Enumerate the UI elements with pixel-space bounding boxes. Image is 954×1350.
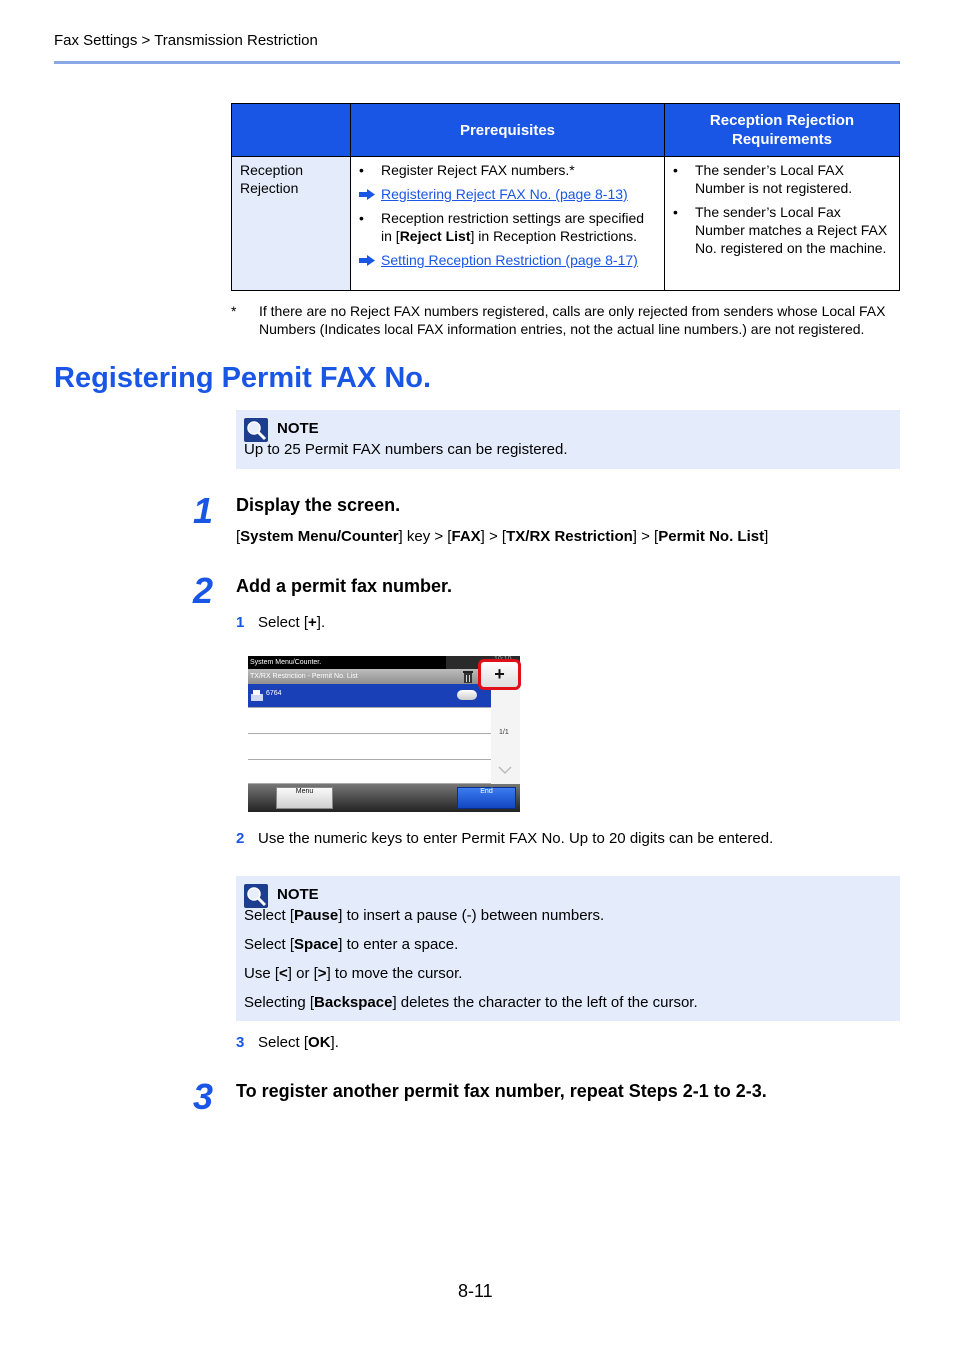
path-text: [ [236,528,241,545]
note-text: ] to move the cursor. [326,965,463,982]
prereq-item-1: • Register Reject FAX numbers.* [359,161,656,179]
note-magnifier-icon [244,418,268,442]
header-requirements [665,104,900,157]
requirements-cell [665,157,900,291]
device-title: System Menu/Counter. [248,656,446,669]
note-text: Select [ [244,936,295,953]
requirement-item-1: • The sender’s Local FAX Number is not registered. [673,161,891,197]
note-line-backspace [244,994,698,1011]
substep-2-1 [236,614,325,631]
path-system-menu-key: System Menu/Counter [240,528,399,545]
prereq-link-row-1 [359,185,656,203]
note-bold: Space [294,936,339,953]
setting-reception-restriction-link[interactable]: Setting Reception Restriction (page 8-17) [381,252,638,268]
arrow-right-icon [359,255,375,266]
substep-number: 3 [236,1034,245,1051]
row-head-line2: Rejection [240,180,299,196]
step-1-path [236,528,768,545]
note-bold: > [317,965,327,982]
note-bold: Pause [294,907,339,924]
note-box-2 [236,876,900,1021]
header-prerequisites: Prerequisites [351,104,665,157]
path-text: ] key > [ [398,528,452,545]
substep-number: 2 [236,830,245,847]
page-indicator: 1/1 [499,729,509,736]
fax-machine-icon [250,689,264,702]
row-head-line1: Reception [240,162,304,178]
section-title: Registering Permit FAX No. [54,362,432,394]
step-number-1: 1 [193,490,214,531]
note-line-cursor [244,965,462,982]
registering-reject-fax-link[interactable]: Registering Reject FAX No. (page 8-13) [381,186,628,202]
note-box-1 [236,410,900,469]
page-number: 8-11 [458,1281,493,1301]
note-bold: < [279,965,288,982]
header-divider [54,61,900,64]
list-item[interactable] [248,708,491,734]
detail-button[interactable] [457,690,477,700]
substep-bold: + [308,614,317,631]
note-line-pause [244,907,604,924]
path-txrx-restriction: TX/RX Restriction [506,528,633,545]
list-item[interactable] [248,734,491,760]
step-3-title: To register another permit fax number, repeat Steps 2-1 to 2-3. [236,1081,767,1101]
substep-2-3 [236,1034,339,1051]
path-text: ] [764,528,769,545]
chevron-down-icon[interactable] [497,764,513,776]
note-line-space [244,936,458,953]
step-number-2: 2 [193,570,214,611]
substep-number: 1 [236,614,245,631]
arrow-right-icon [359,189,375,200]
header-requirements-line1: Reception Rejection [709,112,855,129]
footnote-marker: * [231,303,237,319]
trash-icon[interactable] [462,670,474,683]
note-text: Select [ [244,907,295,924]
note-label: NOTE [277,886,319,903]
path-text: ] > [ [480,528,507,545]
requirements-table [231,103,900,291]
note-text: Selecting [ [244,994,315,1011]
substep-text: ]. [330,1034,339,1051]
prereq-link-row-2 [359,251,656,269]
substep-bold: OK [308,1034,331,1051]
substep-text: Use the numeric keys to enter Permit FAX No. Up to 20 digits can be entered. [258,830,774,847]
list-item[interactable] [248,684,491,708]
footnote [231,302,900,338]
note-text: Use [ [244,965,280,982]
step-1-title: Display the screen. [236,495,401,515]
note-text: ] or [ [287,965,318,982]
breadcrumb: Fax Settings > Transmission Restriction [54,32,318,49]
path-fax: FAX [451,528,481,545]
device-subtitle: TX/RX Restriction - Permit No. List [248,669,491,684]
list-item[interactable] [248,760,491,784]
note-bold: Backspace [314,994,393,1011]
list-item-number: 6764 [266,690,282,697]
menu-button[interactable]: Menu [276,787,333,809]
substep-text: Select [ [258,614,309,631]
requirement-item-2: • The sender’s Local Fax Number matches a Reject FAX No. registered on the machine. [673,203,891,257]
note-text: ] to insert a pause (-) between numbers. [338,907,605,924]
device-bottom-bar [248,784,520,812]
substep-text: Select [ [258,1034,309,1051]
substep-2-2 [236,830,773,847]
note-magnifier-icon [244,884,268,908]
step-2-title: Add a permit fax number. [236,576,453,596]
substep-text: ]. [316,614,326,631]
note-text: ] deletes the character to the left of the cursor. [392,994,698,1011]
table-corner-cell [232,104,351,157]
prereq-2-text-end: ] in Reception Restrictions. [470,228,638,244]
note-text: ] to enter a space. [338,936,459,953]
permit-number-list [248,684,491,784]
prereq-2-text: Reception restriction settings are specified in [ [381,210,645,244]
note-text: Up to 25 Permit FAX numbers can be registered. [244,441,568,458]
note-label: NOTE [277,420,319,437]
footnote-text: If there are no Reject FAX numbers registered, calls are only rejected from senders whose Local FAX Numbers (Indicates local FAX information entries, not the actual line numbers.) are not registered. [259,303,886,337]
prereq-item-2 [359,209,656,245]
step-number-3: 3 [193,1076,214,1117]
end-button[interactable]: End [457,787,516,809]
prerequisites-cell [351,157,665,291]
prereq-2-bold: Reject List [399,228,471,244]
header-requirements-line2: Requirements [731,131,833,148]
path-text: ] > [ [632,528,659,545]
path-permit-no-list: Permit No. List [658,528,765,545]
add-button-highlighted[interactable]: + [478,659,521,690]
row-head-reception-rejection [232,157,351,291]
